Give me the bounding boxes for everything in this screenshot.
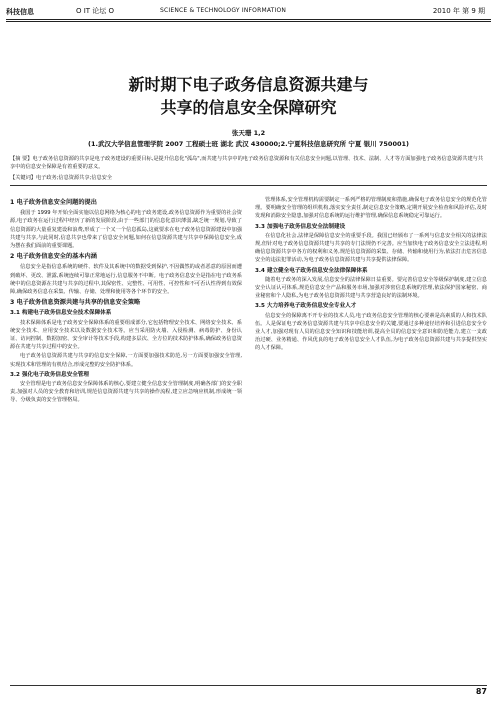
section-heading: 1 电子政务信息安全问题的提出 xyxy=(10,199,97,206)
paragraph: 在信息化社会,法律是保障信息安全的重要手段。我国已经颁布了一系列与信息安全相关的法律法规,但针对电子政务信息资源共建与共享的专门法规仍不完善。应当加快电子政务信息安全立法进程,明确信息资源共享中各方的权利和义务,规范信息资源的采集、存储、传输和使用行为,依法打击危害信息安全的违法犯罪活动,为电子政务信息资源共建与共享提供法律保障。 xyxy=(255,232,487,264)
keywords: 【关键词】电子政务;信息资源共享;信息安全 xyxy=(10,175,113,181)
paragraph: 技术保障体系是电子政务安全保障体系的重要组成部分,它包括物理安全技术、网络安全技术、系统安全技术、应用安全技术以及数据安全技术等。应当采用防火墙、入侵检测、病毒防护、身份认证、访问控制、数据加密、安全审计等技术手段,构建多层次、全方位的技术防护体系,确保政务信息资源在共建与共享过程中的安全。 xyxy=(10,319,242,351)
paragraph: 随着电子政务的深入发展,信息安全的法律保障日益重要。要完善信息安全等级保护制度,建立信息安全认证认可体系,规范信息安全产品和服务市场,加强对涉密信息系统的管理,依法保护国家秘密、商业秘密和个人隐私,为电子政务信息资源共建与共享营造良好的法制环境。 xyxy=(255,276,487,300)
affiliation: (1.武汉大学信息管理学院 2007 工程硕士班 湖北 武汉 430000;2.宁夏科技信息研究所 宁夏 银川 750001) xyxy=(88,140,409,148)
section-heading: 3.3 加强电子政务信息安全法制建设 xyxy=(255,223,346,230)
article-title-line2: 共享的信息安全保障研究 xyxy=(160,98,337,117)
author: 张天珊 1,2 xyxy=(231,129,266,137)
article-title-line1: 新时期下电子政务信息资源共建与 xyxy=(128,75,369,94)
abstract-divider xyxy=(10,185,487,186)
journal-name: 科技信息 xyxy=(6,8,34,16)
paragraph: 信息安全是指信息系统的硬件、软件及其系统中的数据受到保护,不因偶然的或者恶意的原因而遭到破坏、更改、泄露,系统连续可靠正常地运行,信息服务不中断。电子政务信息安全是指在电子政务系统中的信息资源在共建与共享的过程中,其保密性、完整性、可用性、可控性和不可否认性得到有效保障,确保政务信息在采集、传输、存储、处理和使用等各个环节的安全。 xyxy=(10,264,242,296)
section-heading: 3.1 构建电子政务信息安全技术保障体系 xyxy=(10,310,112,317)
paragraph: 电子政务信息资源共建与共享的信息安全保障,一方面要加强技术防范,另一方面要加强安全管理,实现技术和管理的有机结合,形成完整的安全防护体系。 xyxy=(10,353,242,368)
header-rule xyxy=(6,19,491,20)
page-number: 87 xyxy=(475,687,487,696)
right-column xyxy=(255,196,487,354)
section-heading: 3 电子政务信息资源共建与共享的信息安全策略 xyxy=(10,299,141,307)
header-rule-thin xyxy=(6,21,491,22)
paragraph: 安全管理是电子政务信息安全保障体系的核心,要建立健全信息安全管理制度,明确各部门的安全职责,加强对人员的安全教育和培训,规范信息资源共建与共享的操作流程,建立应急响应机制,形成统一领导、分级负责的安全管理格局。 xyxy=(10,381,242,404)
journal-english-name: SCIENCE & TECHNOLOGY INFORMATION xyxy=(160,7,287,14)
section-heading: 2 电子政务信息安全的基本内涵 xyxy=(10,253,97,261)
paragraph: 信息安全的保障离不开专业的技术人员,电子政务信息安全管理的核心要素是高素质的人和技术队伍。人是保证电子政务信息资源共建与共享中信息安全的关键,要通过多种途径培养和引进信息安全专业人才,加强对现有人员的信息安全知识和技能培训,提高全员的信息安全意识和防范能力,建立一支政治过硬、业务精通、作风优良的电子政务信息安全人才队伍,为电子政务信息资源共建与共享提供坚实的人才保障。 xyxy=(255,312,487,352)
abstract: 【摘 要】电子政务信息资源的共享是电子政务建设的重要目标,是提升信息化"孤岛",而共建与共享中的电子政务信息资源和有关信息安全问题,以管理、技术、法制、人才等方面加强电子政务信息资源共建与共享中的信息安全保障是有着重要的意义。 xyxy=(10,156,484,170)
paragraph: 我国于 1999 年开始全面实施以信息网络为核心的电子政务建设,政务信息资源作为重要的社会资源,电子政务在运行过程中经历了新的发展阶段,由于一些部门的信息化意识薄弱,缺乏统一规划,导致了信息资源的大量重复建设和浪费,形成了一个又一个信息孤岛,这就要求在电子政务信息资源建设中加强共建与共享,与此同时,信息共享也带来了信息安全问题,如何在信息资源共建与共享中保障信息安全,成为摆在我们面前的重要课题。 xyxy=(10,210,242,250)
footer-rule xyxy=(10,685,487,686)
section-heading: 3.2 强化电子政务信息安全管理 xyxy=(10,371,89,378)
section-heading: 3.4 建立健全电子政务信息安全法律保障体系 xyxy=(255,267,368,274)
left-column xyxy=(10,196,242,406)
section-name: O IT 论坛 O xyxy=(76,7,115,15)
section-heading: 3.5 大力培养电子政务信息安全专业人才 xyxy=(255,303,357,310)
issue-info: 2010 年 第 9 期 xyxy=(432,7,485,15)
page-header xyxy=(0,0,497,22)
paragraph: 管理体系,安全管理机构需要制定一系列严格的管理制度和措施,确保电子政务信息安全的规范化管理。要明确安全管理的组织机构,落实安全责任,制定信息安全策略,定期开展安全检查和风险评估,及时发现和消除安全隐患,加强对信息系统的运行维护管理,确保信息系统稳定可靠运行。 xyxy=(255,197,487,220)
